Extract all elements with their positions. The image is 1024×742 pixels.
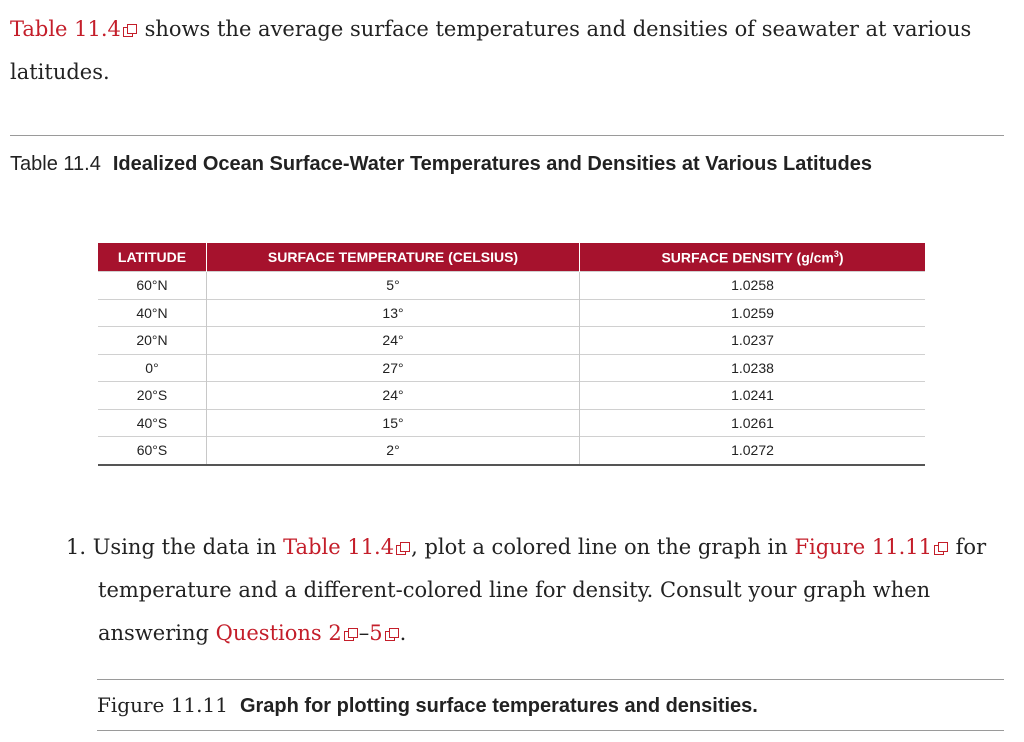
figure-caption (97, 688, 997, 723)
figure-title: Graph for plotting surface temperatures and densities. (239, 695, 758, 717)
cell-temperature: 2° (207, 437, 580, 465)
cell-temperature: 13° (207, 299, 580, 327)
cell-density: 1.0241 (580, 382, 926, 410)
question-text: for temperature and a different-colored line for density. Consult your graph when answering (98, 535, 987, 645)
section-divider (10, 135, 1004, 136)
cell-latitude: 40°N (98, 299, 207, 327)
table-row (98, 299, 925, 327)
external-link-icon (344, 628, 357, 640)
cell-latitude: 60°S (98, 437, 207, 465)
table-row (98, 409, 925, 437)
table-row (98, 327, 925, 355)
cell-temperature: 5° (207, 272, 580, 300)
external-link-icon (123, 24, 136, 36)
figure-divider-top (97, 679, 1004, 680)
question-5-link[interactable]: 5 (369, 621, 399, 645)
external-link-icon (396, 542, 409, 554)
header-latitude: LATITUDE (98, 243, 207, 272)
cell-temperature: 15° (207, 409, 580, 437)
cell-density: 1.0272 (580, 437, 926, 465)
intro-text: shows the average surface temperatures and densities of seawater at various latitudes. (10, 17, 972, 84)
table-header-row (98, 243, 925, 272)
header-density: SURFACE DENSITY $(g/cm^3)$ (580, 243, 926, 272)
external-link-icon (385, 628, 398, 640)
cell-density: 1.0238 (580, 354, 926, 382)
question-1 (66, 526, 1024, 655)
table-caption (10, 146, 1010, 183)
cell-latitude: 60°N (98, 272, 207, 300)
question-period: . (399, 621, 407, 645)
questions-2-link[interactable]: Questions 2 (216, 621, 359, 645)
table-row (98, 382, 925, 410)
table-row (98, 272, 925, 300)
question-text: , plot a colored line on the graph in (411, 535, 788, 559)
cell-temperature: 24° (207, 382, 580, 410)
table-11-4-link[interactable]: Table 11.4 (10, 17, 138, 41)
question-dash: – (358, 621, 370, 645)
cell-density: 1.0237 (580, 327, 926, 355)
data-table (98, 243, 925, 466)
external-link-icon (934, 542, 947, 554)
table-title: Idealized Ocean Surface-Water Temperatures and Densities at Various Latitudes (112, 153, 872, 175)
table-11-4-link[interactable]: Table 11.4 (283, 535, 411, 559)
cell-temperature: 27° (207, 354, 580, 382)
cell-latitude: 20°N (98, 327, 207, 355)
table-row (98, 354, 925, 382)
header-temperature: SURFACE TEMPERATURE (CELSIUS) (207, 243, 580, 272)
cell-latitude: 0° (98, 354, 207, 382)
cell-density: 1.0259 (580, 299, 926, 327)
question-number: 1. (66, 535, 87, 559)
table-number: Table 11.4 (10, 153, 101, 175)
figure-divider-bottom (97, 730, 1004, 731)
figure-11-11-link[interactable]: Figure 11.11 (794, 535, 949, 559)
table-row (98, 437, 925, 465)
cell-latitude: 40°S (98, 409, 207, 437)
intro-paragraph (10, 8, 1010, 94)
cell-density: 1.0258 (580, 272, 926, 300)
cell-temperature: 24° (207, 327, 580, 355)
cell-latitude: 20°S (98, 382, 207, 410)
question-text: Using the data in (92, 535, 277, 559)
figure-number: Figure 11.11 (97, 693, 228, 717)
cell-density: 1.0261 (580, 409, 926, 437)
